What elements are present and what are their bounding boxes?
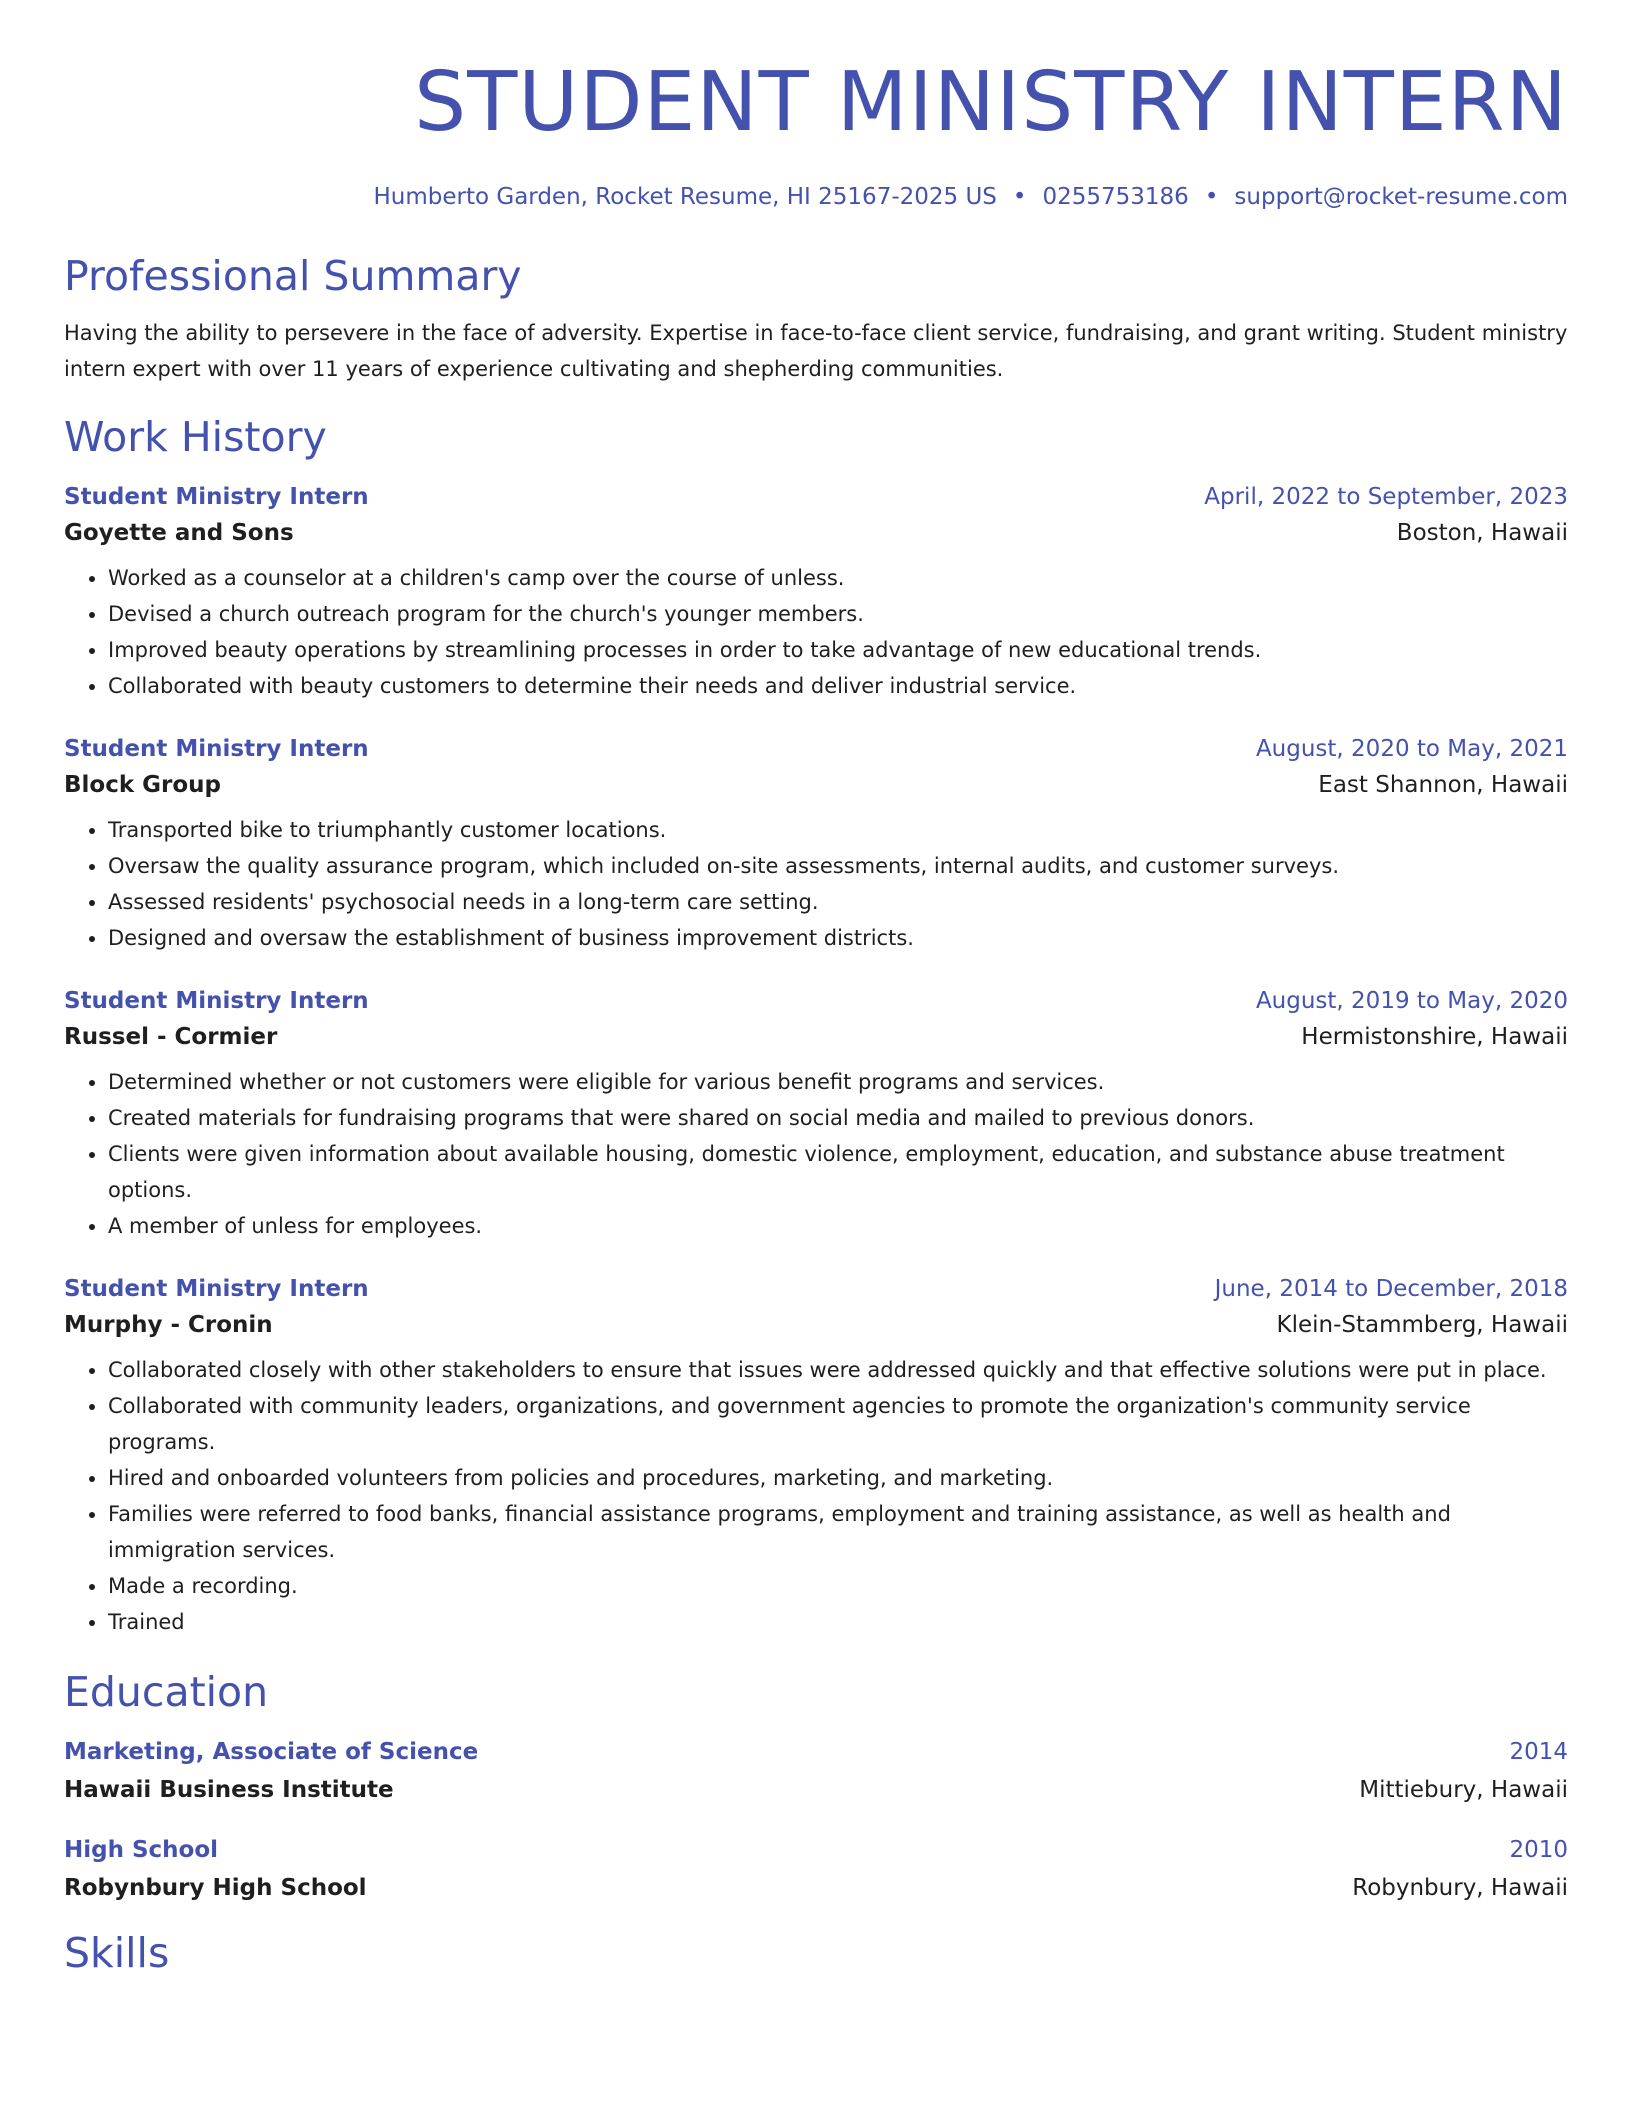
job-company: Murphy - Cronin <box>64 1311 273 1338</box>
job-title-row <box>64 736 1568 762</box>
list-item: • Hired and onboarded volunteers from policies and procedures, marketing, and marketing. <box>108 1460 1568 1496</box>
list-item: • Created materials for fundraising programs that were shared on social media and mailed to previous donors. <box>108 1100 1568 1136</box>
job-title-row <box>64 988 1568 1014</box>
job-role: Student Ministry Intern <box>64 735 369 762</box>
education-school: Robynbury High School <box>64 1875 367 1902</box>
resume-header <box>64 55 1568 212</box>
job-location: East Shannon, Hawaii <box>1318 771 1568 798</box>
job-location: Klein-Stammberg, Hawaii <box>1276 1311 1568 1338</box>
list-item: • Families were referred to food banks, financial assistance programs, employment and training assistance, as well as health and immigration services. <box>108 1496 1568 1568</box>
job-dates: June, 2014 to December, 2018 <box>1214 1275 1568 1302</box>
list-item: • Worked as a counselor at a children's camp over the course of unless. <box>108 560 1568 596</box>
job-location: Hermistonshire, Hawaii <box>1301 1023 1568 1050</box>
section-heading-skills: Skills <box>64 1929 170 1978</box>
contact-email: support@rocket-resume.com <box>1234 184 1568 210</box>
job-role: Student Ministry Intern <box>64 483 369 510</box>
job-company-row <box>64 1024 1568 1050</box>
list-item: • Collaborated closely with other stakeholders to ensure that issues were addressed quickly and that effective solutions were put in place. <box>108 1352 1568 1388</box>
education-school: Hawaii Business Institute <box>64 1777 394 1804</box>
education-year: 2010 <box>1509 1837 1568 1864</box>
job-entry <box>64 484 1568 704</box>
list-item: • Transported bike to triumphantly customer locations. <box>108 812 1568 848</box>
summary-text: Having the ability to persevere in the face of adversity. Expertise in face-to-face client service, fundraising, and grant writing. Student ministry intern expert with over 11 years of experience cultivating and shepherding communities. <box>64 320 1568 381</box>
education-school-row <box>64 1777 1568 1803</box>
job-bullets <box>64 560 1568 704</box>
job-company-row <box>64 520 1568 546</box>
job-bullets <box>64 1064 1568 1244</box>
job-company: Block Group <box>64 771 222 798</box>
education-degree: High School <box>64 1837 219 1864</box>
summary-section <box>64 252 1568 387</box>
job-entry <box>64 988 1568 1244</box>
contact-phone: 0255753186 <box>1042 184 1189 210</box>
list-item: • Trained <box>108 1604 1568 1640</box>
job-bullets <box>64 812 1568 956</box>
job-dates: August, 2019 to May, 2020 <box>1255 987 1568 1014</box>
contact-address: Humberto Garden, Rocket Resume, HI 25167-2025 US <box>373 184 997 210</box>
list-item: • Clients were given information about available housing, domestic violence, employment, education, and substance abuse treatment options. <box>108 1136 1568 1208</box>
work-history-section <box>64 413 1568 1640</box>
job-company-row <box>64 772 1568 798</box>
list-item: • Assessed residents' psychosocial needs in a long-term care setting. <box>108 884 1568 920</box>
job-entry <box>64 736 1568 956</box>
education-degree-row <box>64 1739 1568 1765</box>
education-year: 2014 <box>1509 1739 1568 1766</box>
education-location: Robynbury, Hawaii <box>1352 1875 1568 1902</box>
list-item: • Collaborated with community leaders, organizations, and government agencies to promote the organization's community service programs. <box>108 1388 1568 1460</box>
job-role: Student Ministry Intern <box>64 1275 369 1302</box>
education-degree: Marketing, Associate of Science <box>64 1739 479 1766</box>
list-item: • Devised a church outreach program for the church's younger members. <box>108 596 1568 632</box>
job-role: Student Ministry Intern <box>64 987 369 1014</box>
list-item: • Oversaw the quality assurance program, which included on-site assessments, internal audits, and customer surveys. <box>108 848 1568 884</box>
job-dates: August, 2020 to May, 2021 <box>1255 735 1568 762</box>
education-degree-row <box>64 1837 1568 1863</box>
section-heading-education: Education <box>64 1667 269 1716</box>
job-company-row <box>64 1312 1568 1338</box>
education-entry <box>64 1739 1568 1803</box>
list-item: • Collaborated with beauty customers to determine their needs and deliver industrial service. <box>108 668 1568 704</box>
education-school-row <box>64 1875 1568 1901</box>
job-bullets <box>64 1352 1568 1640</box>
section-heading-work-history: Work History <box>64 412 327 461</box>
list-item: • Made a recording. <box>108 1568 1568 1604</box>
job-title-row <box>64 484 1568 510</box>
job-entry <box>64 1276 1568 1640</box>
contact-separator: • <box>1204 184 1219 210</box>
contact-line <box>64 184 1568 212</box>
skills-section <box>64 1929 1568 1978</box>
contact-separator: • <box>1012 184 1027 210</box>
job-company: Goyette and Sons <box>64 519 294 546</box>
section-heading-summary: Professional Summary <box>64 251 522 300</box>
list-item: • Determined whether or not customers were eligible for various benefit programs and services. <box>108 1064 1568 1100</box>
education-section <box>64 1668 1568 1901</box>
job-title-row <box>64 1276 1568 1302</box>
job-dates: April, 2022 to September, 2023 <box>1204 483 1568 510</box>
job-company: Russel - Cormier <box>64 1023 278 1050</box>
list-item: • A member of unless for employees. <box>108 1208 1568 1244</box>
job-location: Boston, Hawaii <box>1396 519 1568 546</box>
education-entry <box>64 1837 1568 1901</box>
education-location: Mittiebury, Hawaii <box>1359 1777 1568 1804</box>
list-item: • Designed and oversaw the establishment of business improvement districts. <box>108 920 1568 956</box>
list-item: • Improved beauty operations by streamlining processes in order to take advantage of new educational trends. <box>108 632 1568 668</box>
page-title: STUDENT MINISTRY INTERN <box>414 55 1568 150</box>
